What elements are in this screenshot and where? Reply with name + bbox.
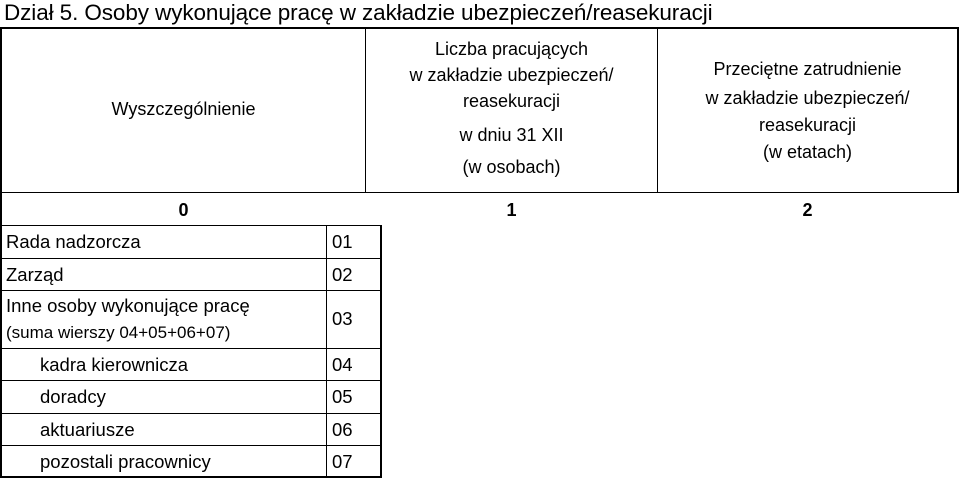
header-col1-line: Liczba pracujących	[434, 39, 589, 59]
row-label: aktuariusze	[40, 419, 135, 440]
row-divider	[0, 348, 381, 349]
header-col1-line: (w osobach)	[462, 157, 561, 177]
column-number: 1	[506, 200, 517, 220]
number-row-divider	[0, 225, 381, 226]
code-column-divider	[326, 225, 327, 478]
header-col1-line: reasekuracji	[462, 91, 561, 111]
row-label: Inne osoby wykonujące pracę	[6, 295, 250, 316]
row-code: 04	[332, 354, 353, 375]
row-code: 01	[332, 231, 353, 252]
row-label: pozostali pracownicy	[40, 451, 211, 472]
row-label: doradcy	[40, 386, 106, 407]
header-col2-line: Przeciętne zatrudnienie	[713, 59, 902, 79]
table-border-top	[0, 27, 959, 29]
table-border-right	[957, 27, 959, 193]
header-col1-line: w dniu 31 XII	[459, 125, 564, 145]
row-divider	[0, 413, 381, 414]
column-number: 0	[178, 200, 189, 220]
row-label: kadra kierownicza	[40, 354, 189, 375]
header-col2-line: w zakładzie ubezpieczeń/	[705, 88, 910, 108]
header-col2-line: (w etatach)	[762, 142, 853, 162]
row-code: 07	[332, 451, 353, 472]
row-label: Zarząd	[6, 264, 64, 285]
row-code: 03	[332, 308, 353, 329]
row-code: 05	[332, 386, 353, 407]
row-divider	[0, 290, 381, 291]
column-divider	[657, 27, 658, 193]
table-border-left	[0, 27, 2, 478]
header-col2-line: reasekuracji	[758, 115, 857, 135]
column-divider	[380, 225, 382, 478]
header-divider	[0, 192, 959, 193]
row-sublabel: (suma wierszy 04+05+06+07)	[6, 323, 231, 342]
header-col1-line: w zakładzie ubezpieczeń/	[409, 65, 614, 85]
row-divider	[0, 380, 381, 381]
section-title: Dział 5. Osoby wykonujące pracę w zakładzie ubezpieczeń/reasekuracji	[4, 0, 713, 25]
row-code: 06	[332, 419, 353, 440]
row-code: 02	[332, 264, 353, 285]
row-divider	[0, 258, 381, 259]
row-divider	[0, 445, 381, 446]
header-label: Wyszczególnienie	[111, 99, 256, 119]
column-number: 2	[802, 200, 813, 220]
row-label: Rada nadzorcza	[6, 231, 141, 252]
